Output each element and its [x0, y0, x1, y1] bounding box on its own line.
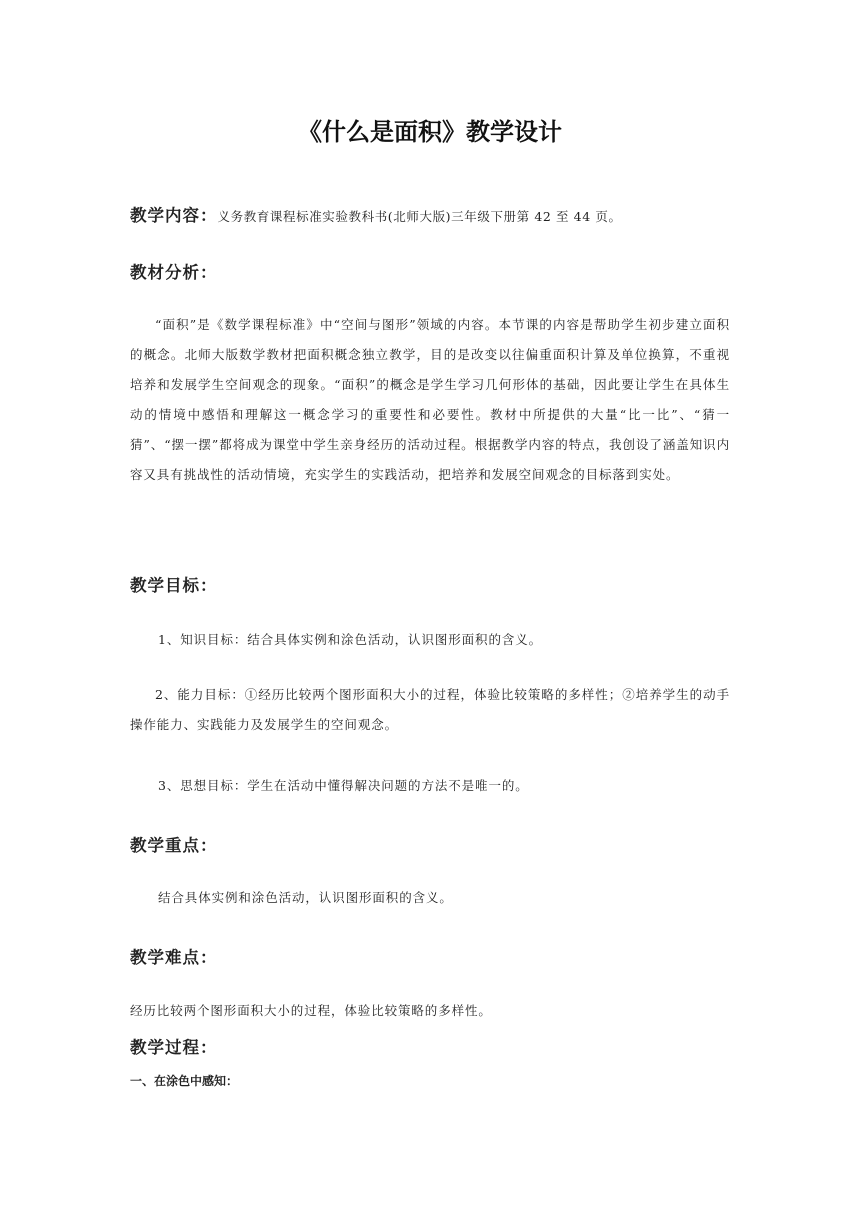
- content-section: [130, 202, 622, 226]
- difficulty-heading: 教学难点：: [130, 948, 218, 967]
- objective-knowledge: 1、知识目标：结合具体实例和涂色活动，认识图形面积的含义。: [158, 632, 543, 647]
- analysis-heading: 教材分析：: [130, 263, 218, 282]
- difficulty-text: 经历比较两个图形面积大小的过程，体验比较策略的多样性。: [130, 1003, 492, 1018]
- content-text: 义务教育课程标准实验教科书(北师大版)三年级下册第 42 至 44 页。: [217, 209, 622, 224]
- objective-thinking: 3、思想目标：学生在活动中懂得解决问题的方法不是唯一的。: [158, 778, 529, 793]
- content-heading: 教学内容：: [130, 206, 218, 225]
- objectives-heading: 教学目标：: [130, 576, 218, 595]
- key-point-text: 结合具体实例和涂色活动，认识图形面积的含义。: [158, 890, 453, 905]
- objective-ability: 2、能力目标：①经历比较两个图形面积大小的过程，体验比较策略的多样性；②培养学生的动手操作能力、实践能力及发展学生的空间观念。: [130, 687, 730, 732]
- process-heading: 教学过程：: [130, 1038, 218, 1057]
- process-step-1: 一、在涂色中感知：: [130, 1074, 239, 1088]
- key-point-heading: 教学重点：: [130, 836, 218, 855]
- document-title: 《什么是面积》教学设计: [298, 118, 562, 146]
- analysis-paragraph: “面积”是《数学课程标准》中“空间与图形”领域的内容。本节课的内容是帮助学生初步建立面积的概念。北师大版数学教材把面积概念独立教学，目的是改变以往偏重面积计算及单位换算，不重视培养和发展学生空间观念的现象。“面积”的概念是学生学习几何形体的基础，因此要让学生在具体生动的情境中感悟和理解这一概念学习的重要性和必要性。教材中所提供的大量“比一比”、“猜一猜”、“摆一摆”都将成为课堂中学生亲身经历的活动过程。根据教学内容的特点，我创设了涵盖知识内容又具有挑战性的活动情境，充实学生的实践活动，把培养和发展空间观念的目标落到实处。: [130, 317, 730, 482]
